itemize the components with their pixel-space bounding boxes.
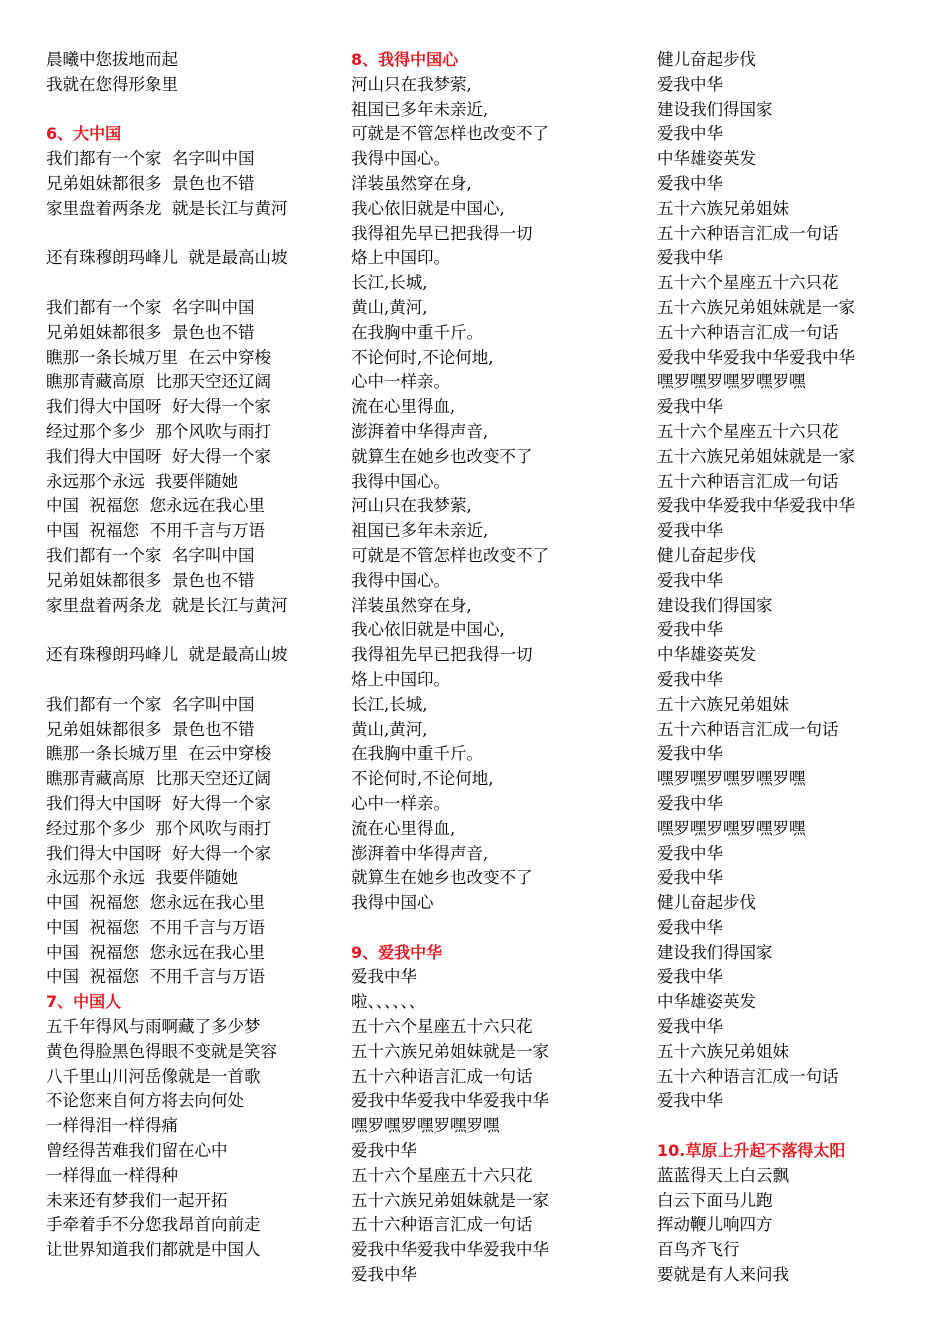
lyric-line: 可就是不管怎样也改变不了: [351, 124, 549, 144]
lyric-line: 中华雄姿英发: [657, 149, 756, 169]
lyric-line: 爱我中华: [657, 397, 723, 417]
blank-line: [46, 98, 336, 123]
lyric-line: 我们得大中国呀 好大得一个家: [46, 446, 271, 466]
lyric-line: 嘿罗嘿罗嘿罗嘿罗嘿: [657, 818, 806, 838]
lyric-line: 瞧那青藏高原 比那天空还辽阔: [46, 372, 271, 392]
lyric-line: 建设我们得国家: [657, 942, 773, 962]
lyric-line: 河山只在我梦萦,: [351, 496, 472, 516]
lyric-line: 瞧那一条长城万里 在云中穿梭: [46, 744, 271, 764]
lyric-line: 中国 祝福您 您永远在我心里: [46, 942, 265, 962]
lyric-line: 曾经得苦难我们留在心中: [46, 1141, 228, 1161]
lyric-line: 中国 祝福您 您永远在我心里: [46, 893, 265, 913]
lyric-line: 健儿奋起步伐: [657, 545, 756, 565]
song-title: 10.草原上升起不落得太阳: [657, 1141, 846, 1161]
lyric-line: 健儿奋起步伐: [657, 893, 756, 913]
lyric-line: 兄弟姐妹都很多 景色也不错: [46, 570, 255, 590]
lyric-line: 爱我中华: [657, 124, 723, 144]
lyric-line: 我们都有一个家 名字叫中国: [46, 545, 255, 565]
lyric-line: 我们得大中国呀 好大得一个家: [46, 397, 271, 417]
lyric-line: 五十六族兄弟姐妹就是一家: [351, 1190, 549, 1210]
lyric-line: 长江,长城,: [351, 273, 428, 293]
lyric-line: 嘿罗嘿罗嘿罗嘿罗嘿: [351, 1116, 500, 1136]
lyric-line: 我心依旧就是中国心,: [351, 198, 505, 218]
lyric-line: 爱我中华: [657, 248, 723, 268]
lyric-line: 在我胸中重千斤。: [351, 744, 483, 764]
lyric-line: 中国 祝福您 不用千言与万语: [46, 967, 265, 987]
lyric-line: 我就在您得形象里: [46, 74, 178, 94]
lyric-line: 爱我中华: [657, 74, 723, 94]
lyric-line: 澎湃着中华得声音,: [351, 421, 489, 441]
lyric-line: 五十六族兄弟姐妹: [657, 1041, 789, 1061]
blank-line: [657, 1114, 937, 1139]
lyric-line: 爱我中华: [657, 521, 723, 541]
lyric-line: 健儿奋起步伐: [657, 50, 756, 69]
lyric-line: 还有珠穆朗玛峰儿 就是最高山坡: [46, 248, 288, 268]
lyric-line: 澎湃着中华得声音,: [351, 843, 489, 863]
lyric-line: 洋装虽然穿在身,: [351, 595, 472, 615]
lyric-line: 五十六种语言汇成一句话: [351, 1066, 533, 1086]
lyric-line: 嘿罗嘿罗嘿罗嘿罗嘿: [657, 769, 806, 789]
lyric-line: 五十六族兄弟姐妹: [657, 198, 789, 218]
lyric-line: 就算生在她乡也改变不了: [351, 868, 533, 888]
lyric-line: 五十六族兄弟姐妹就是一家: [657, 297, 855, 317]
lyric-line: 八千里山川河岳像就是一首歌: [46, 1066, 261, 1086]
lyric-line: 百鸟齐飞行: [657, 1240, 740, 1260]
lyric-line: 爱我中华: [657, 173, 723, 193]
lyric-line: 永远那个永远 我要伴随她: [46, 868, 238, 888]
lyric-line: 爱我中华爱我中华爱我中华: [657, 496, 855, 516]
song-title: 9、爱我中华: [351, 942, 443, 962]
lyric-line: 家里盘着两条龙 就是长江与黄河: [46, 198, 288, 218]
lyric-line: 五十六种语言汇成一句话: [657, 719, 839, 739]
song-title: 6、大中国: [46, 124, 122, 144]
lyric-line: 我得祖先早已把我得一切: [351, 223, 533, 243]
lyric-line: 爱我中华爱我中华爱我中华: [657, 347, 855, 367]
lyric-line: 五千年得风与雨啊藏了多少梦: [46, 1017, 261, 1037]
lyric-line: 要就是有人来问我: [657, 1265, 789, 1285]
lyric-line: 我们得大中国呀 好大得一个家: [46, 843, 271, 863]
lyric-line: 五十六个星座五十六只花: [351, 1017, 533, 1037]
blank-line: [46, 668, 336, 693]
lyric-line: 流在心里得血,: [351, 818, 456, 838]
lyric-line: 黄色得脸黑色得眼不变就是笑容: [46, 1041, 277, 1061]
lyric-line: 五十六族兄弟姐妹就是一家: [351, 1041, 549, 1061]
lyric-line: 手牵着手不分您我昂首向前走: [46, 1215, 261, 1235]
lyric-line: 我们都有一个家 名字叫中国: [46, 694, 255, 714]
lyric-line: 爱我中华: [351, 967, 417, 987]
lyric-line: 爱我中华: [657, 570, 723, 590]
lyric-line: 我们得大中国呀 好大得一个家: [46, 793, 271, 813]
lyric-line: 中华雄姿英发: [657, 992, 756, 1012]
lyric-line: 未来还有梦我们一起开拓: [46, 1190, 228, 1210]
lyric-line: 长江,长城,: [351, 694, 428, 714]
lyric-line: 五十六族兄弟姐妹就是一家: [657, 446, 855, 466]
lyric-line: 爱我中华: [657, 793, 723, 813]
blank-line: [46, 618, 336, 643]
lyric-line: 爱我中华: [657, 620, 723, 640]
lyrics-column-1: [46, 48, 336, 1263]
lyric-line: 永远那个永远 我要伴随她: [46, 471, 238, 491]
lyrics-column-3: [657, 48, 937, 1288]
lyric-line: 建设我们得国家: [657, 595, 773, 615]
song-title: 8、我得中国心: [351, 50, 459, 69]
lyric-line: 五十六种语言汇成一句话: [657, 471, 839, 491]
lyric-line: 我们都有一个家 名字叫中国: [46, 297, 255, 317]
lyric-line: 可就是不管怎样也改变不了: [351, 545, 549, 565]
lyric-line: 经过那个多少 那个风吹与雨打: [46, 818, 271, 838]
lyric-line: 中华雄姿英发: [657, 645, 756, 665]
lyric-line: 爱我中华爱我中华爱我中华: [351, 1240, 549, 1260]
lyric-line: 兄弟姐妹都很多 景色也不错: [46, 719, 255, 739]
lyric-line: 蓝蓝得天上白云飘: [657, 1165, 789, 1185]
lyric-line: 黄山,黄河,: [351, 719, 428, 739]
lyric-line: 瞧那一条长城万里 在云中穿梭: [46, 347, 271, 367]
lyric-line: 爱我中华: [657, 967, 723, 987]
lyric-line: 挥动鞭儿响四方: [657, 1215, 773, 1235]
lyric-line: 不论何时,不论何地,: [351, 347, 494, 367]
lyric-line: 心中一样亲。: [351, 793, 450, 813]
lyric-line: 嘿罗嘿罗嘿罗嘿罗嘿: [657, 372, 806, 392]
lyric-line: 五十六个星座五十六只花: [657, 421, 839, 441]
lyric-line: 五十六族兄弟姐妹: [657, 694, 789, 714]
lyric-line: 爱我中华: [657, 917, 723, 937]
lyric-line: 五十六个星座五十六只花: [351, 1165, 533, 1185]
lyric-line: 爱我中华: [657, 669, 723, 689]
lyric-line: 一样得泪一样得痛: [46, 1116, 178, 1136]
lyric-line: 不论何时,不论何地,: [351, 769, 494, 789]
lyric-line: 就算生在她乡也改变不了: [351, 446, 533, 466]
lyric-line: 在我胸中重千斤。: [351, 322, 483, 342]
blank-line: [46, 222, 336, 247]
lyric-line: 黄山,黄河,: [351, 297, 428, 317]
lyric-line: 爱我中华: [657, 868, 723, 888]
lyric-line: 中国 祝福您 不用千言与万语: [46, 521, 265, 541]
lyric-line: 爱我中华: [351, 1141, 417, 1161]
lyric-line: 我们都有一个家 名字叫中国: [46, 149, 255, 169]
lyric-line: 我心依旧就是中国心,: [351, 620, 505, 640]
lyric-line: 经过那个多少 那个风吹与雨打: [46, 421, 271, 441]
lyric-line: 我得中国心。: [351, 149, 450, 169]
lyric-line: 爱我中华: [657, 843, 723, 863]
lyric-line: 中国 祝福您 不用千言与万语: [46, 917, 265, 937]
lyric-line: 兄弟姐妹都很多 景色也不错: [46, 322, 255, 342]
lyric-line: 心中一样亲。: [351, 372, 450, 392]
lyric-line: 我得祖先早已把我得一切: [351, 645, 533, 665]
lyric-line: 五十六种语言汇成一句话: [657, 223, 839, 243]
lyric-line: 中国 祝福您 您永远在我心里: [46, 496, 265, 516]
lyric-line: 啦、、、、、、: [351, 992, 426, 1012]
blank-line: [46, 271, 336, 296]
lyric-line: 家里盘着两条龙 就是长江与黄河: [46, 595, 288, 615]
blank-line: [351, 916, 641, 941]
lyric-line: 我得中国心。: [351, 570, 450, 590]
lyric-line: 爱我中华: [351, 1265, 417, 1285]
lyrics-column-2: [351, 48, 641, 1288]
lyric-line: 我得中国心。: [351, 471, 450, 491]
lyric-line: 不论您来自何方将去向何处: [46, 1091, 244, 1111]
lyric-line: 白云下面马儿跑: [657, 1190, 773, 1210]
lyric-line: 流在心里得血,: [351, 397, 456, 417]
lyric-line: 让世界知道我们都就是中国人: [46, 1240, 261, 1260]
lyric-line: 一样得血一样得种: [46, 1165, 178, 1185]
lyric-line: 烙上中国印。: [351, 248, 450, 268]
lyric-line: 五十六种语言汇成一句话: [657, 322, 839, 342]
lyric-line: 兄弟姐妹都很多 景色也不错: [46, 173, 255, 193]
lyric-line: 爱我中华: [657, 1091, 723, 1111]
lyric-line: 建设我们得国家: [657, 99, 773, 119]
lyric-line: 祖国已多年未亲近,: [351, 99, 489, 119]
lyric-line: 我得中国心: [351, 893, 434, 913]
lyric-line: 还有珠穆朗玛峰儿 就是最高山坡: [46, 645, 288, 665]
lyric-line: 五十六个星座五十六只花: [657, 273, 839, 293]
lyric-line: 烙上中国印。: [351, 669, 450, 689]
lyric-line: 洋装虽然穿在身,: [351, 173, 472, 193]
lyric-line: 祖国已多年未亲近,: [351, 521, 489, 541]
lyric-line: 瞧那青藏高原 比那天空还辽阔: [46, 769, 271, 789]
lyric-line: 爱我中华: [657, 744, 723, 764]
lyric-line: 五十六种语言汇成一句话: [351, 1215, 533, 1235]
lyric-line: 河山只在我梦萦,: [351, 74, 472, 94]
lyric-line: 爱我中华爱我中华爱我中华: [351, 1091, 549, 1111]
lyric-line: 爱我中华: [657, 1017, 723, 1037]
song-title: 7、中国人: [46, 992, 122, 1012]
lyric-line: 晨曦中您拔地而起: [46, 50, 178, 69]
lyric-line: 五十六种语言汇成一句话: [657, 1066, 839, 1086]
